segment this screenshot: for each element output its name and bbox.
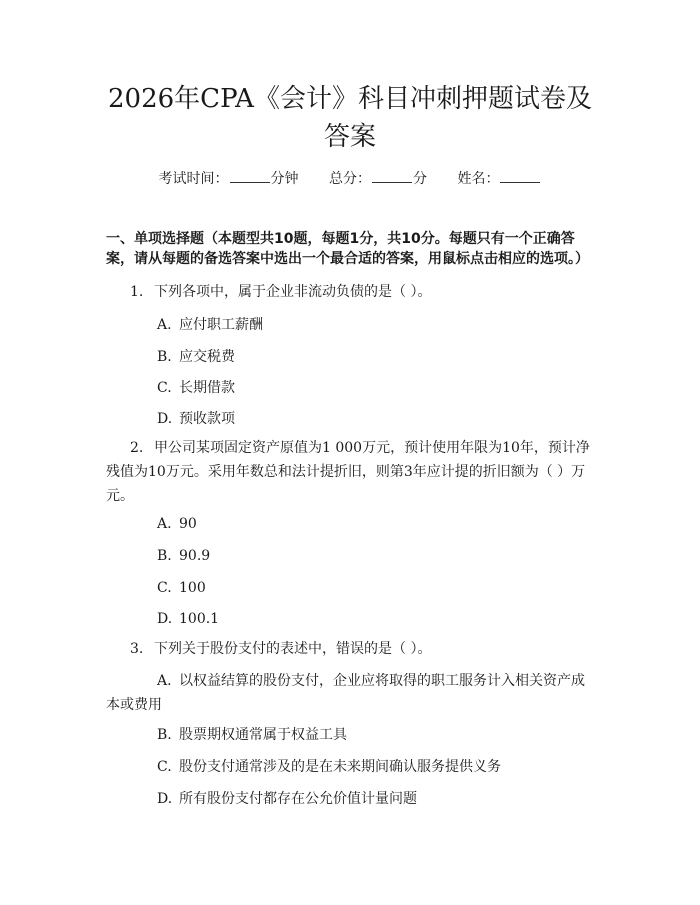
option-text: 100 bbox=[179, 580, 206, 596]
question-3-number: 3. bbox=[130, 641, 144, 657]
exam-time-field bbox=[159, 168, 299, 188]
question-3-option-b[interactable] bbox=[157, 725, 347, 745]
option-label: A. bbox=[157, 516, 172, 532]
option-label: A. bbox=[157, 317, 172, 333]
option-text: 股份支付通常涉及的是在未来期间确认服务提供义务 bbox=[179, 759, 501, 775]
question-1-option-c[interactable] bbox=[157, 378, 235, 398]
question-3-option-c[interactable] bbox=[157, 757, 501, 777]
question-2-option-c[interactable] bbox=[157, 578, 206, 598]
option-label: D. bbox=[157, 611, 173, 627]
question-3-option-d[interactable] bbox=[157, 789, 417, 809]
name-field bbox=[457, 168, 541, 188]
option-text: 应付职工薪酬 bbox=[179, 317, 263, 333]
question-3-stem bbox=[106, 637, 594, 661]
question-1-stem bbox=[106, 280, 594, 304]
option-label: B. bbox=[157, 727, 172, 743]
question-3-option-a[interactable] bbox=[106, 669, 594, 717]
option-text: 所有股份支付都存在公允价值计量问题 bbox=[179, 791, 417, 807]
question-2-option-d[interactable] bbox=[157, 609, 219, 629]
exam-time-blank bbox=[230, 170, 270, 183]
page-title: 2026年CPA《会计》科目冲刺押题试卷及答案 bbox=[108, 84, 592, 152]
option-text: 股票期权通常属于权益工具 bbox=[179, 727, 347, 743]
option-label: C. bbox=[157, 759, 172, 775]
option-label: B. bbox=[157, 548, 172, 564]
option-label: C. bbox=[157, 580, 172, 596]
option-text: 预收款项 bbox=[179, 411, 235, 427]
name-label: 姓名： bbox=[457, 171, 500, 187]
option-label: D. bbox=[157, 411, 173, 427]
question-1-number: 1. bbox=[130, 284, 144, 300]
total-score-blank bbox=[372, 170, 412, 183]
option-text: 90.9 bbox=[179, 548, 211, 564]
name-blank bbox=[500, 170, 540, 183]
section-heading: 一、单项选择题（本题型共10题，每题1分，共10分。每题只有一个正确答案，请从每题的备选答案中选出一个最合适的答案，用鼠标点击相应的选项。） bbox=[106, 231, 589, 267]
total-score-field bbox=[329, 168, 427, 188]
option-label: C. bbox=[157, 380, 172, 396]
exam-time-label: 考试时间： bbox=[158, 171, 229, 187]
question-2-number: 2. bbox=[130, 440, 144, 456]
option-text: 长期借款 bbox=[179, 380, 235, 396]
question-1-option-d[interactable] bbox=[157, 409, 235, 429]
question-1-text: 下列各项中，属于企业非流动负债的是（ ）。 bbox=[154, 284, 432, 300]
option-label: B. bbox=[157, 349, 172, 365]
question-2-text: 甲公司某项固定资产原值为1 000万元，预计使用年限为10年，预计净残值为10万元。采用年数总和法计提折旧，则第3年应计提的折旧额为（ ）万元。 bbox=[106, 440, 590, 504]
option-text: 90 bbox=[179, 516, 197, 532]
question-2-stem bbox=[106, 436, 594, 508]
question-3-text: 下列关于股份支付的表述中，错误的是（ ）。 bbox=[154, 641, 432, 657]
total-score-unit: 分 bbox=[413, 171, 427, 187]
option-text: 以权益结算的股份支付，企业应将取得的职工服务计入相关资产成本或费用 bbox=[106, 673, 585, 713]
option-text: 100.1 bbox=[179, 611, 220, 627]
exam-time-unit: 分钟 bbox=[270, 171, 299, 187]
total-score-label: 总分： bbox=[329, 171, 371, 187]
exam-info-line bbox=[0, 168, 700, 188]
question-1-option-b[interactable] bbox=[157, 347, 235, 367]
question-1-option-a[interactable] bbox=[157, 315, 263, 335]
option-label: D. bbox=[157, 791, 173, 807]
option-label: A. bbox=[157, 673, 172, 689]
question-2-option-b[interactable] bbox=[157, 546, 210, 566]
option-text: 应交税费 bbox=[179, 349, 235, 365]
question-2-option-a[interactable] bbox=[157, 514, 197, 534]
